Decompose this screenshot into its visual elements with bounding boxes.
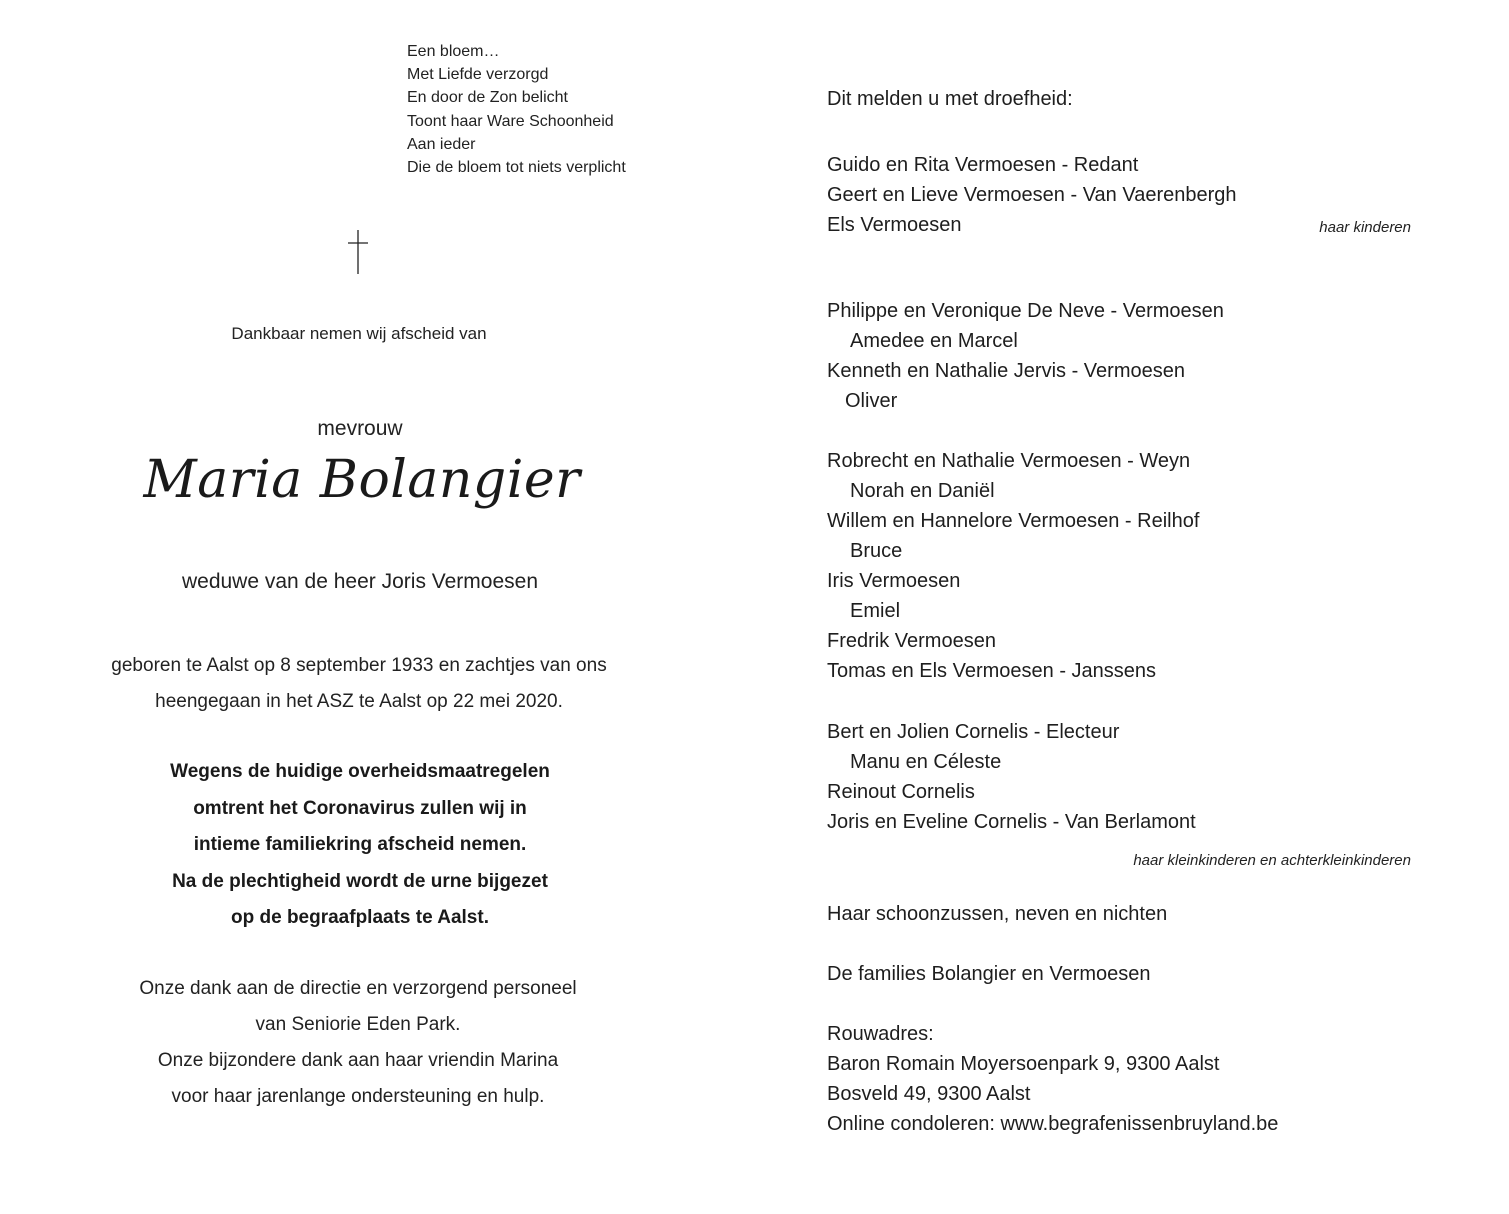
great-grandchild-entry: Bruce [850, 540, 903, 562]
grandchild-entry: Fredrik Vermoesen [827, 630, 996, 652]
condolence-website: Online condoleren: www.begrafenissenbruyland.be [827, 1113, 1279, 1135]
poem [407, 40, 626, 179]
grandchild-entry: Tomas en Els Vermoesen - Janssens [827, 660, 1157, 682]
child-entry: Geert en Lieve Vermoesen - Van Vaerenbergh [827, 184, 1237, 206]
thanks-line: Onze dank aan de directie en verzorgend personeel [139, 978, 577, 999]
child-entry: Els Vermoesen [827, 214, 962, 236]
grandchild-entry: Iris Vermoesen [827, 570, 961, 592]
notice-line: op de begraafplaats te Aalst. [231, 907, 489, 928]
grandchild-entry: Bert en Jolien Cornelis - Electeur [827, 721, 1120, 743]
deceased-name: Maria Bolangier [143, 450, 581, 510]
families-line: De families Bolangier en Vermoesen [827, 963, 1151, 985]
address-line: Baron Romain Moyersoenpark 9, 9300 Aalst [827, 1053, 1220, 1075]
great-grandchild-entry: Emiel [850, 600, 901, 622]
notice-line: omtrent het Coronavirus zullen wij in [193, 797, 527, 819]
thanks-line: Onze bijzondere dank aan haar vriendin Marina [157, 1050, 559, 1071]
poem-line: Toont haar Ware Schoonheid [407, 112, 614, 130]
address-label: Rouwadres: [827, 1023, 934, 1045]
poem-line: Met Liefde verzorgd [407, 66, 549, 84]
death-line: heengegaan in het ASZ te Aalst op 22 mei 2020. [155, 691, 563, 712]
grandchild-entry: Joris en Eveline Cornelis - Van Berlamont [827, 811, 1196, 833]
cross-icon [346, 229, 370, 275]
birth-death-text [59, 648, 659, 720]
great-grandchild-entry: Amedee en Marcel [850, 330, 1018, 352]
great-grandchild-entry: Oliver [845, 390, 898, 412]
children-caption: haar kinderen [1319, 219, 1411, 236]
poem-line: En door de Zon belicht [407, 89, 568, 107]
thanks-text [58, 971, 658, 1115]
farewell-intro: Dankbaar nemen wij afscheid van [231, 324, 487, 343]
grandchild-entry: Kenneth en Nathalie Jervis - Vermoesen [827, 360, 1185, 382]
address-line: Bosveld 49, 9300 Aalst [827, 1083, 1031, 1105]
thanks-line: voor haar jarenlange ondersteuning en hulp. [171, 1086, 545, 1107]
great-grandchild-entry: Manu en Céleste [850, 751, 1002, 773]
child-entry: Guido en Rita Vermoesen - Redant [827, 154, 1139, 176]
birth-line: geboren te Aalst op 8 september 1933 en zachtjes van ons [111, 655, 607, 676]
notice-line: intieme familiekring afscheid nemen. [193, 834, 527, 855]
great-grandchild-entry: Norah en Daniël [850, 480, 995, 502]
grandchild-entry: Reinout Cornelis [827, 781, 975, 803]
honorific: mevrouw [317, 417, 403, 440]
notice-line: Na de plechtigheid wordt de urne bijgezet [172, 870, 548, 892]
poem-line: Die de bloem tot niets verplicht [407, 159, 626, 177]
grandchild-entry: Robrecht en Nathalie Vermoesen - Weyn [827, 450, 1191, 472]
covid-notice [60, 754, 660, 937]
announcement-line: Dit melden u met droefheid: [827, 88, 1073, 110]
poem-line: Aan ieder [407, 135, 476, 153]
grandchildren-caption: haar kleinkinderen en achterkleinkinderen [1133, 852, 1411, 869]
poem-line: Een bloem… [407, 43, 500, 60]
thanks-line: van Seniorie Eden Park. [255, 1014, 461, 1035]
widow-line: weduwe van de heer Joris Vermoesen [181, 570, 539, 593]
in-laws-line: Haar schoonzussen, neven en nichten [827, 903, 1168, 925]
grandchild-entry: Philippe en Veronique De Neve - Vermoesen [827, 300, 1224, 322]
grandchild-entry: Willem en Hannelore Vermoesen - Reilhof [827, 510, 1200, 532]
notice-line: Wegens de huidige overheidsmaatregelen [170, 761, 550, 782]
